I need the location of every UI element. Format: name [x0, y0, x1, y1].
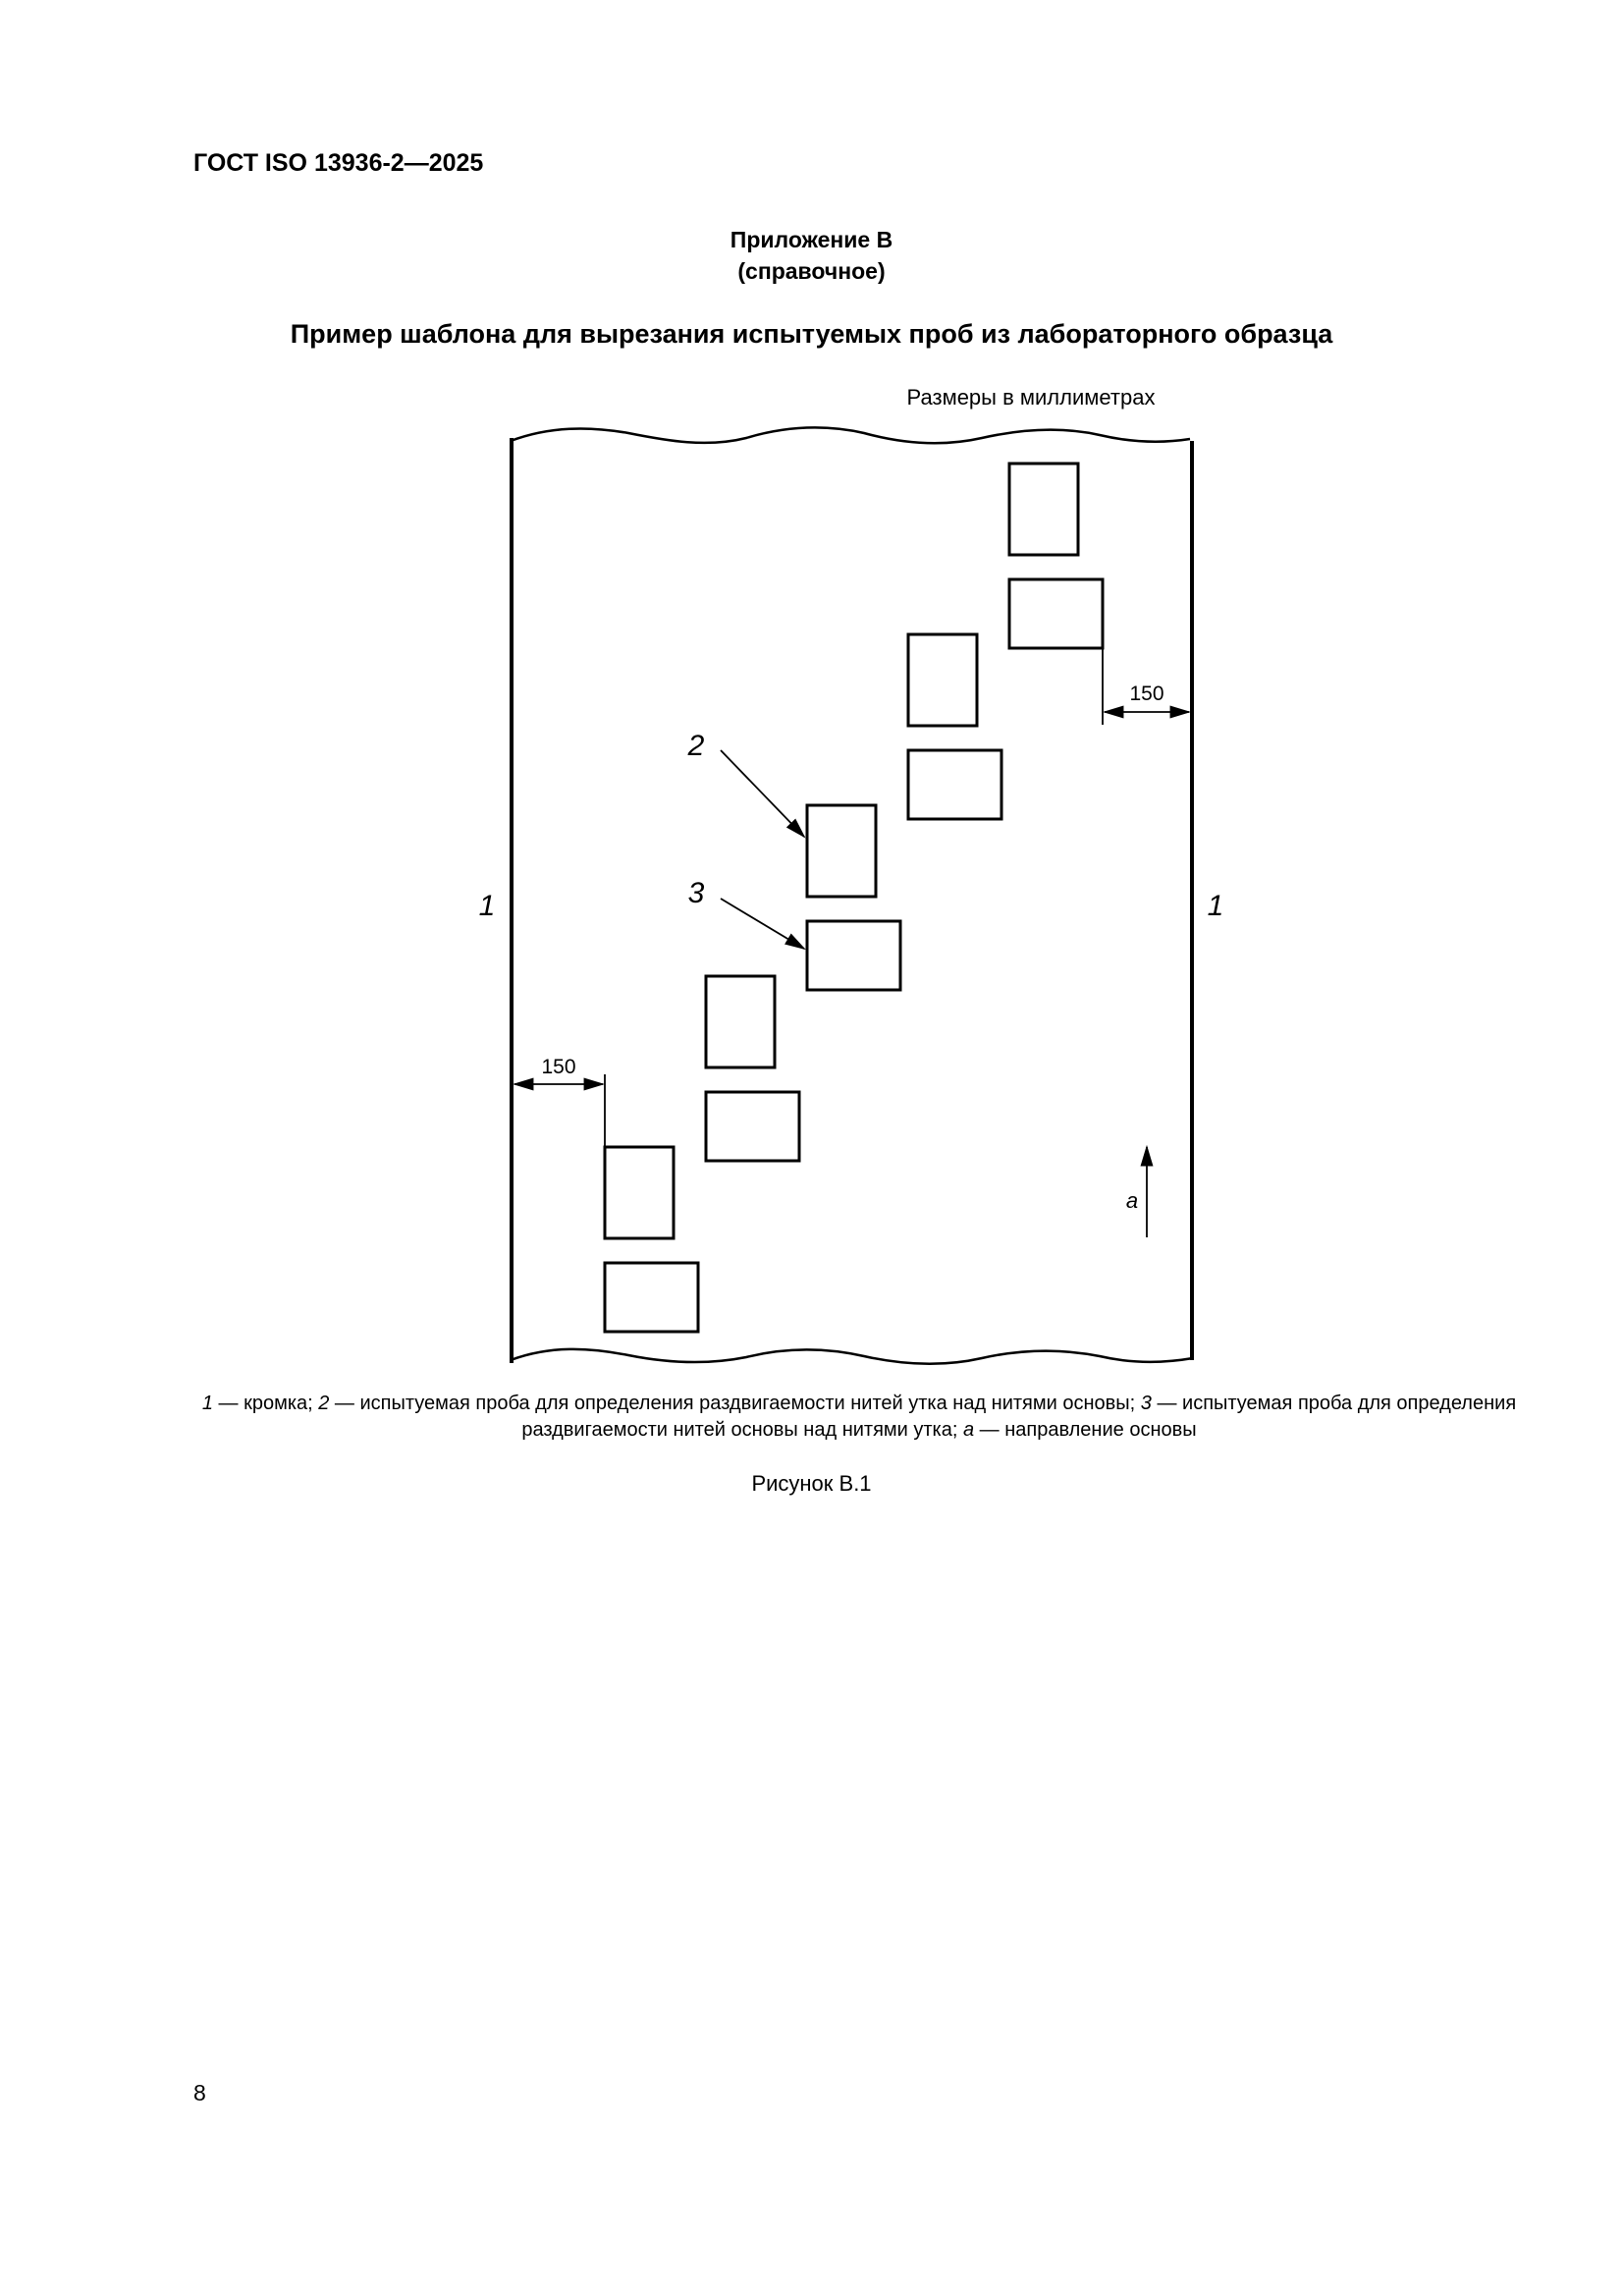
warp-sample-rect: [1009, 579, 1103, 648]
label-edge-left: 1: [478, 890, 496, 922]
warp-sample-rect: [605, 1263, 698, 1332]
warp-sample-rect: [706, 1092, 799, 1161]
dim-bottom-value: 150: [541, 1056, 576, 1078]
caption-text-2: — испытуемая проба для определения раздвигаемости нитей утка над нитями основы;: [329, 1393, 1141, 1414]
warp-sample-rect: [908, 750, 1001, 819]
page-number: 8: [193, 2080, 206, 2105]
label-edge-right: 1: [1207, 890, 1224, 922]
appendix-type: (справочное): [737, 258, 886, 284]
figure-label: Рисунок В.1: [751, 1471, 872, 1496]
caption-key-a: а: [962, 1419, 975, 1441]
label-weft-sample: 2: [687, 730, 705, 762]
label-warp-sample: 3: [687, 877, 705, 909]
caption-key-2: 2: [318, 1393, 330, 1414]
caption-text-3: — испытуемая проба для определения раздвигаемости нитей основы над нитями утка;: [521, 1393, 1517, 1441]
caption-text-a: — направление основы: [974, 1419, 1197, 1441]
leader-warp-sample: [721, 899, 804, 949]
appendix-title: Приложение В: [730, 227, 893, 252]
document-code: ГОСТ ISO 13936-2—2025: [193, 149, 484, 177]
warp-sample-rect: [807, 921, 900, 990]
dim-top-value: 150: [1129, 683, 1164, 705]
figure-caption: [177, 1391, 1542, 1444]
weft-sample-rect: [605, 1147, 674, 1238]
units-note: Размеры в миллиметрах: [906, 385, 1156, 410]
leader-weft-sample: [721, 750, 804, 837]
weft-sample-rect: [706, 976, 775, 1067]
figure-heading: Пример шаблона для вырезания испытуемых проб из лабораторного образца: [290, 319, 1333, 349]
label-direction: a: [1125, 1188, 1139, 1213]
fabric-top-break-line: [511, 427, 1190, 443]
caption-key-1: 1: [201, 1393, 213, 1414]
weft-sample-rect: [807, 805, 876, 897]
fabric-bottom-break-line: [511, 1349, 1193, 1364]
weft-sample-rect: [1009, 464, 1078, 555]
weft-sample-rect: [908, 634, 977, 726]
caption-text-1: — кромка;: [212, 1393, 319, 1414]
caption-key-3: 3: [1140, 1393, 1152, 1414]
